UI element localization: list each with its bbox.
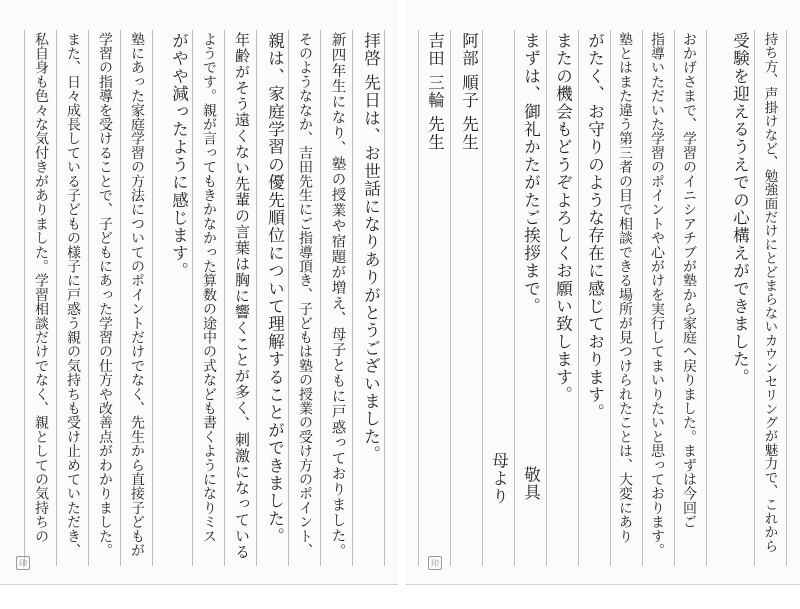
letter-page-continued bbox=[406, 0, 800, 585]
rule-line bbox=[88, 30, 89, 566]
letter-line: 拝啓 先日は、お世話になりありがとうございました。 bbox=[361, 32, 381, 464]
recipient-line: 阿部 順子 先生 bbox=[459, 32, 479, 152]
rule-line bbox=[24, 30, 25, 566]
rule-line bbox=[120, 30, 121, 566]
rule-line bbox=[256, 30, 257, 566]
letter-line: 持ち方、声掛けなど、勉強面だけにとどまらないカウンセリングが魅力で、これから bbox=[761, 32, 778, 553]
letter-line: 年齢がそう遠くない先輩の言葉は胸に響くことが多く、刺激になっている bbox=[233, 32, 251, 560]
rule-line bbox=[706, 30, 707, 566]
letter-line: がたく、お守りのような存在に感じております。 bbox=[585, 32, 605, 422]
letter-line: そのようななか、吉田先生にご指導頂き、子どもは塾の授業の受け方のポイント、 bbox=[297, 32, 313, 558]
rule-line bbox=[450, 30, 451, 566]
letter-page-first bbox=[0, 0, 398, 585]
rule-line bbox=[384, 30, 385, 566]
rule-line bbox=[754, 30, 755, 566]
rule-line bbox=[224, 30, 225, 566]
rule-line bbox=[786, 30, 787, 566]
letter-line: 新四年生になり、塾の授業や宿題が増え、母子ともに戸惑っておりました。 bbox=[329, 32, 346, 559]
letter-line: 受験を迎えるうえでの心構えができました。 bbox=[730, 32, 750, 386]
rule-line bbox=[674, 30, 675, 566]
rule-line bbox=[152, 30, 153, 566]
rule-line bbox=[546, 30, 547, 566]
rule-line bbox=[482, 30, 483, 566]
page-stamp: 印 bbox=[16, 556, 30, 570]
letter-line: 私自身も色々な気付きがありました。学習相談だけでなく、親としての気持ちの bbox=[33, 32, 49, 544]
rule-line bbox=[578, 30, 579, 566]
letter-line: ようです。親が言ってもきかなかった算数の途中の式なども書くようになりミス bbox=[201, 32, 217, 544]
letter-line: おかげさまで、学習のイニシアチブが塾から家庭へ戻りました。まずは今回ご bbox=[681, 32, 697, 529]
letter-line: まずは、御礼かたがたご挨拶まで。 bbox=[521, 32, 541, 316]
recipient-line: 吉田 三輪 先生 bbox=[425, 32, 445, 152]
rule-line bbox=[192, 30, 193, 566]
page-gutter bbox=[398, 0, 406, 609]
letter-line: 親は、家庭学習の優先順位について理解することができました。 bbox=[265, 32, 285, 546]
letter-line: また、日々成長している子どもの様子に戸惑う親の気持ちも受け止めていただき、 bbox=[65, 32, 81, 558]
rule-line bbox=[288, 30, 289, 566]
rule-line bbox=[610, 30, 611, 566]
rule-line bbox=[56, 30, 57, 566]
page-stamp: 印 bbox=[428, 556, 442, 570]
letter-line: 塾にあった家庭学習の方法についてのポイントだけでなく、先生から直接子どもが bbox=[129, 32, 145, 558]
letter-line: がやや減ったように感じます。 bbox=[169, 32, 189, 280]
rule-line bbox=[514, 30, 515, 566]
letter-line: またの機会もどうぞよろしくお願い致します。 bbox=[553, 32, 573, 404]
closing-keigu: 敬具 bbox=[521, 466, 541, 502]
rule-line bbox=[320, 30, 321, 566]
letter-line: 学習の指導を受けることで、子どもにあった学習の仕方や改善点がわかりました。 bbox=[97, 32, 113, 558]
letter-line: 塾とはまた違う第三者の目で相談できる場所が見つけられたことは、大変にあり bbox=[617, 32, 633, 544]
sender-signature: 母より bbox=[489, 452, 509, 506]
rule-line bbox=[642, 30, 643, 566]
rule-line bbox=[418, 30, 419, 566]
letter-line: 指導いただいた学習のポイントや心がけを実行してまいりたいと思っております。 bbox=[649, 32, 665, 558]
rule-line bbox=[352, 30, 353, 566]
